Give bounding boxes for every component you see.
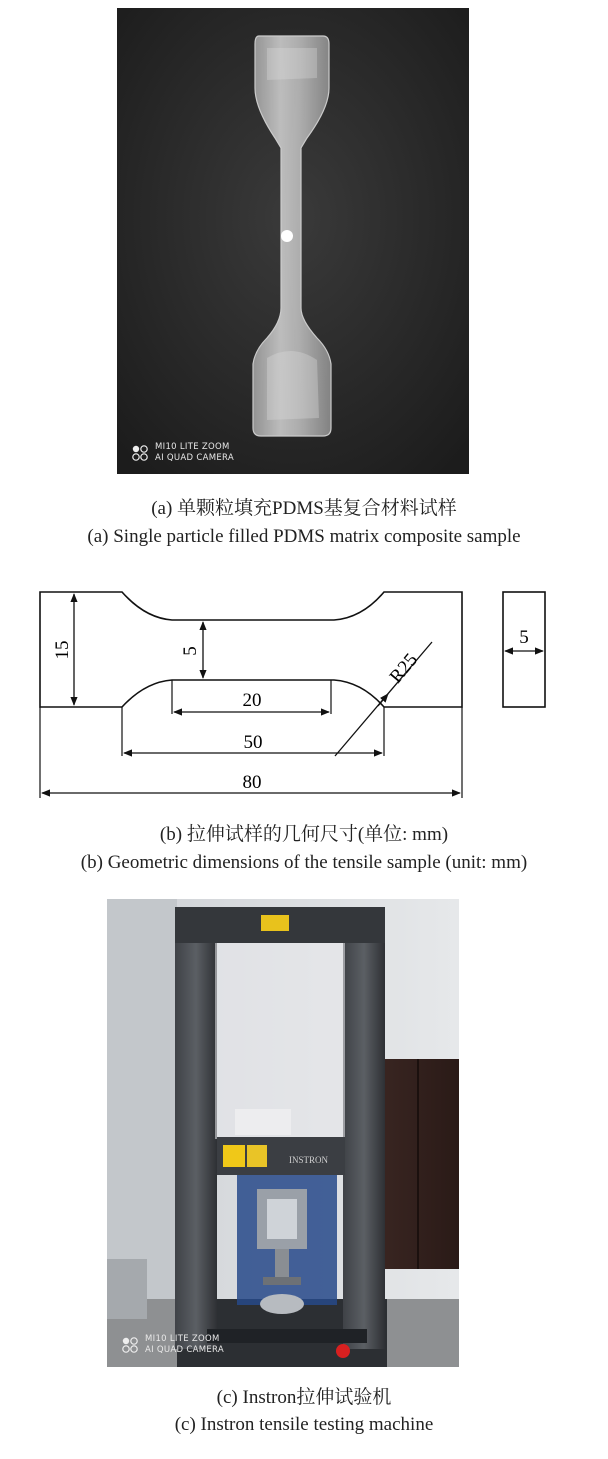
dim-label-15: 15 bbox=[52, 640, 73, 660]
watermark-line2: AI QUAD CAMERA bbox=[155, 453, 235, 463]
sample-photo bbox=[117, 8, 469, 474]
caption-a-en: (a) Single particle filled PDMS matrix composite sample bbox=[87, 526, 521, 547]
dim-label-20: 20 bbox=[242, 690, 262, 711]
caption-b-en: (b) Geometric dimensions of the tensile sample (unit: mm) bbox=[80, 852, 528, 873]
camera-logo-icon-c bbox=[121, 1336, 139, 1354]
camera-watermark-c bbox=[145, 1334, 224, 1356]
instron-photo bbox=[107, 899, 459, 1367]
camera-logo-icon bbox=[131, 444, 149, 462]
watermark-line1: MI10 LITE ZOOM bbox=[155, 442, 230, 452]
dim-label-50: 50 bbox=[243, 732, 263, 753]
caption-a-zh: (a) 单颗粒填充PDMS基复合材料试样 bbox=[151, 498, 457, 519]
emergency-stop bbox=[336, 1344, 350, 1358]
dim-label-r25: R25 bbox=[385, 649, 423, 688]
warning-label bbox=[261, 915, 289, 931]
geometry-drawing bbox=[0, 580, 608, 810]
caption-b-zh: (b) 拉伸试样的几何尺寸(单位: mm) bbox=[159, 824, 449, 845]
embedded-particle bbox=[281, 230, 293, 242]
dim-label-5-thickness: 5 bbox=[519, 627, 529, 648]
instron-photo-art bbox=[107, 899, 459, 1367]
caption-c-en: (c) Instron tensile testing machine bbox=[174, 1414, 434, 1435]
watermark-c-line1: MI10 LITE ZOOM bbox=[145, 1334, 220, 1344]
dim-label-80: 80 bbox=[242, 772, 262, 793]
thickness-view bbox=[503, 592, 545, 707]
instron-brand: INSTRON bbox=[289, 1155, 329, 1165]
sample-photo-art bbox=[117, 8, 469, 474]
camera-watermark bbox=[155, 442, 234, 464]
watermark-c-line2: AI QUAD CAMERA bbox=[145, 1345, 225, 1355]
dim-label-5-neck: 5 bbox=[180, 646, 201, 656]
caption-c-zh: (c) Instron拉伸试验机 bbox=[216, 1387, 392, 1408]
